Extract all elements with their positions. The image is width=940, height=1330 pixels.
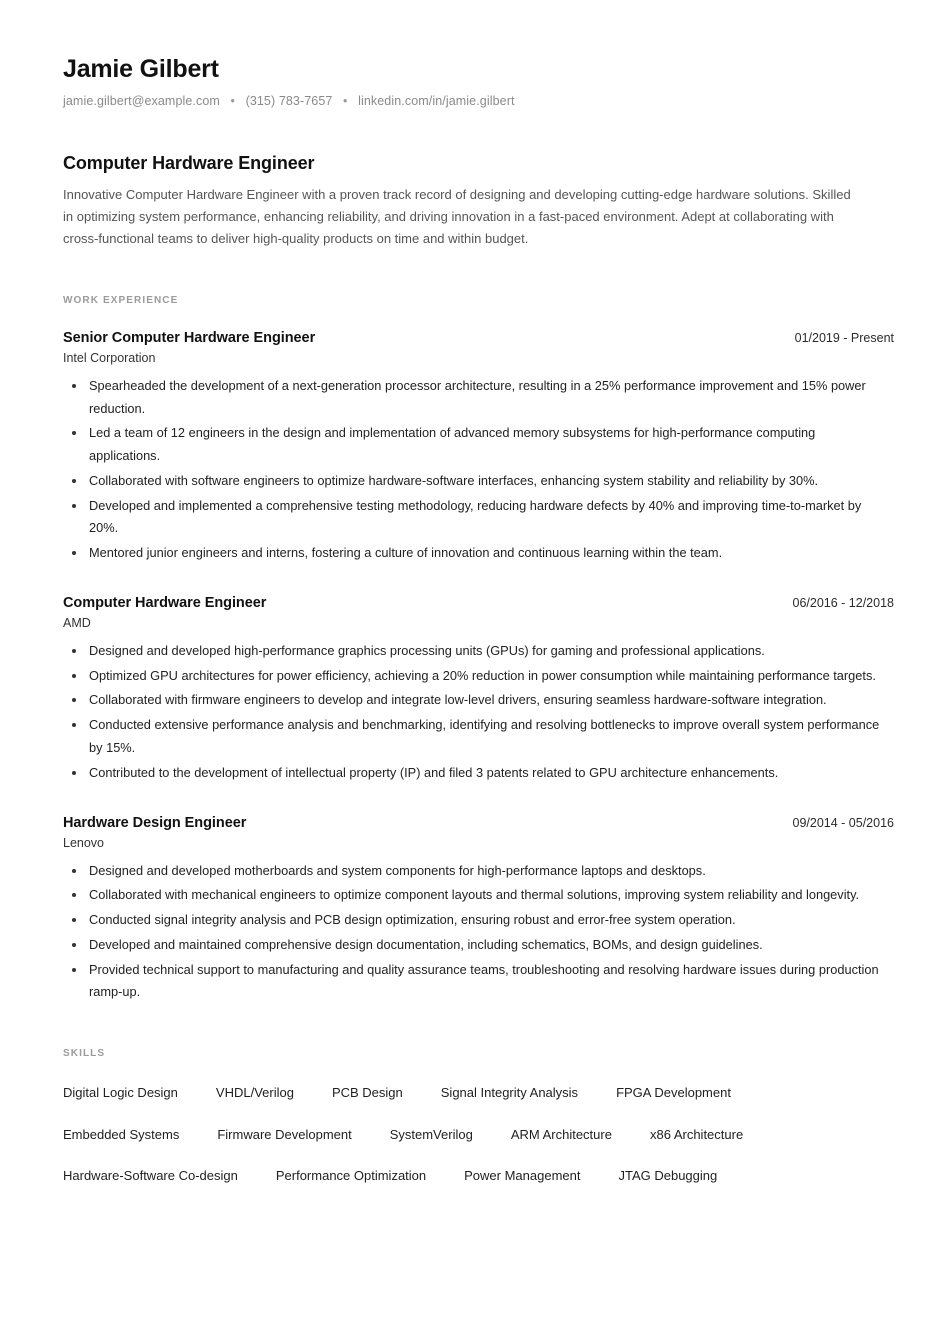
experience-job-title: Computer Hardware Engineer	[63, 594, 267, 611]
skill-item: x86 Architecture	[649, 1126, 744, 1142]
experience-bullet	[63, 542, 889, 565]
bullet-text: Provided technical support to manufacturing and quality assurance teams, troubleshooting and resolving hardware issues during production ramp-up.	[89, 961, 879, 1000]
skill-item: ARM Architecture	[510, 1126, 612, 1142]
experience-company: Lenovo	[63, 835, 105, 850]
experience-company: AMD	[63, 615, 91, 630]
bullet-dot-icon	[72, 479, 76, 483]
skill-item: Power Management	[464, 1168, 581, 1184]
bullet-dot-icon	[72, 384, 76, 388]
bullet-text: Mentored junior engineers and interns, fostering a culture of innovation and continuous learning within the team.	[89, 545, 723, 561]
experience-bullet	[63, 714, 889, 760]
contact-phone[interactable]: (315) 783-7657	[245, 93, 333, 108]
experience-bullet	[63, 884, 889, 907]
bullet-text: Optimized GPU architectures for power efficiency, achieving a 20% reduction in power consumption while maintaining performance targets.	[89, 667, 876, 683]
experience-bullet	[63, 665, 889, 688]
experience-bullets	[63, 640, 894, 785]
experience-bullet	[63, 640, 889, 663]
bullet-text: Spearheaded the development of a next-generation processor architecture, resulting in a 25% performance improvement and 15% power reduction.	[89, 377, 866, 416]
experience-entry-header	[63, 815, 894, 831]
headline-block	[63, 153, 894, 251]
bullet-text: Conducted extensive performance analysis and benchmarking, identifying and resolving bottlenecks to improve overall system performance by 15%.	[89, 717, 880, 756]
skill-item: Embedded Systems	[63, 1126, 180, 1142]
experience-bullet	[63, 934, 889, 957]
experience-bullet	[63, 375, 889, 421]
candidate-name: Jamie Gilbert	[63, 55, 219, 83]
bullet-text: Developed and implemented a comprehensive testing methodology, reducing hardware defects by 40% and improving time-to-market by 20%.	[89, 497, 862, 536]
bullet-dot-icon	[72, 674, 76, 678]
professional-summary: Innovative Computer Hardware Engineer with a proven track record of designing and developing cutting-edge hardware solutions. Skilled in optimizing system performance, enhancing reliability, and driving innovation in a fast-paced environment. Adept at collaborating with cross-functional teams to deliver high-quality products on time and within budget.	[63, 186, 851, 247]
bullet-dot-icon	[72, 504, 76, 508]
bullet-text: Conducted signal integrity analysis and PCB design optimization, ensuring robust and error-free system operation.	[89, 912, 736, 928]
experience-bullets	[63, 860, 894, 1005]
experience-dates: 09/2014 - 05/2016	[792, 815, 894, 830]
bullet-dot-icon	[72, 869, 76, 873]
skills-list	[63, 1083, 823, 1186]
resume-header	[63, 56, 894, 109]
professional-title: Computer Hardware Engineer	[63, 152, 315, 173]
bullet-text: Collaborated with software engineers to optimize hardware-software interfaces, enhancing system stability and reliability by 30%.	[89, 472, 819, 488]
bullet-dot-icon	[72, 893, 76, 897]
skill-item: Hardware-Software Co-design	[63, 1168, 238, 1184]
bullet-text: Designed and developed motherboards and system components for high-performance laptops and desktops.	[89, 862, 706, 878]
skill-item: Digital Logic Design	[63, 1085, 178, 1101]
experience-entry	[63, 330, 894, 565]
skill-item: Firmware Development	[217, 1126, 352, 1142]
bullet-dot-icon	[72, 551, 76, 555]
skill-item: FPGA Development	[616, 1085, 731, 1101]
experience-bullet	[63, 959, 889, 1005]
skill-item: Signal Integrity Analysis	[440, 1085, 579, 1101]
experience-dates: 01/2019 - Present	[794, 330, 894, 345]
skill-item: PCB Design	[331, 1085, 403, 1101]
experience-bullet	[63, 909, 889, 932]
experience-entry-header	[63, 595, 894, 611]
contact-separator-icon: •	[230, 93, 235, 108]
bullet-text: Collaborated with mechanical engineers to optimize component layouts and thermal solutions, improving system reliability and longevity.	[89, 887, 860, 903]
bullet-dot-icon	[72, 918, 76, 922]
experience-entry	[63, 595, 894, 785]
bullet-dot-icon	[72, 649, 76, 653]
bullet-dot-icon	[72, 431, 76, 435]
experience-bullets	[63, 375, 894, 565]
bullet-dot-icon	[72, 698, 76, 702]
experience-job-title: Senior Computer Hardware Engineer	[63, 329, 316, 346]
contact-email[interactable]: jamie.gilbert@example.com	[63, 93, 220, 108]
experience-bullet	[63, 495, 889, 541]
contact-linkedin[interactable]: linkedin.com/in/jamie.gilbert	[358, 93, 515, 108]
bullet-text: Designed and developed high-performance graphics processing units (GPUs) for gaming and professional applications.	[89, 642, 765, 658]
experience-bullet	[63, 422, 889, 468]
skill-item: SystemVerilog	[389, 1126, 473, 1142]
bullet-text: Led a team of 12 engineers in the design and implementation of advanced memory subsystems for high-performance computing applications.	[89, 425, 816, 464]
experience-company: Intel Corporation	[63, 350, 156, 365]
experience-bullet	[63, 470, 889, 493]
experience-bullet	[63, 860, 889, 883]
bullet-dot-icon	[72, 968, 76, 972]
bullet-text: Developed and maintained comprehensive design documentation, including schematics, BOMs, and design guidelines.	[89, 936, 763, 952]
section-label-skills: SKILLS	[63, 1048, 106, 1060]
skill-item: Performance Optimization	[275, 1168, 427, 1184]
experience-entry-header	[63, 330, 894, 346]
skill-item: VHDL/Verilog	[215, 1085, 294, 1101]
experience-entry	[63, 815, 894, 1005]
bullet-dot-icon	[72, 943, 76, 947]
experience-bullet	[63, 689, 889, 712]
bullet-text: Contributed to the development of intellectual property (IP) and filed 3 patents related to GPU architecture enhancements.	[89, 764, 779, 780]
experience-dates: 06/2016 - 12/2018	[792, 595, 894, 610]
skill-item: JTAG Debugging	[618, 1168, 718, 1184]
section-label-work-experience: WORK EXPERIENCE	[63, 294, 179, 306]
contact-separator-icon: •	[343, 93, 348, 108]
experience-bullet	[63, 762, 889, 785]
bullet-dot-icon	[72, 723, 76, 727]
bullet-text: Collaborated with firmware engineers to develop and integrate low-level drivers, ensuring seamless hardware-software integration.	[89, 692, 827, 708]
work-experience-list	[63, 330, 894, 1004]
contact-line	[63, 93, 894, 109]
experience-job-title: Hardware Design Engineer	[63, 814, 247, 831]
bullet-dot-icon	[72, 771, 76, 775]
